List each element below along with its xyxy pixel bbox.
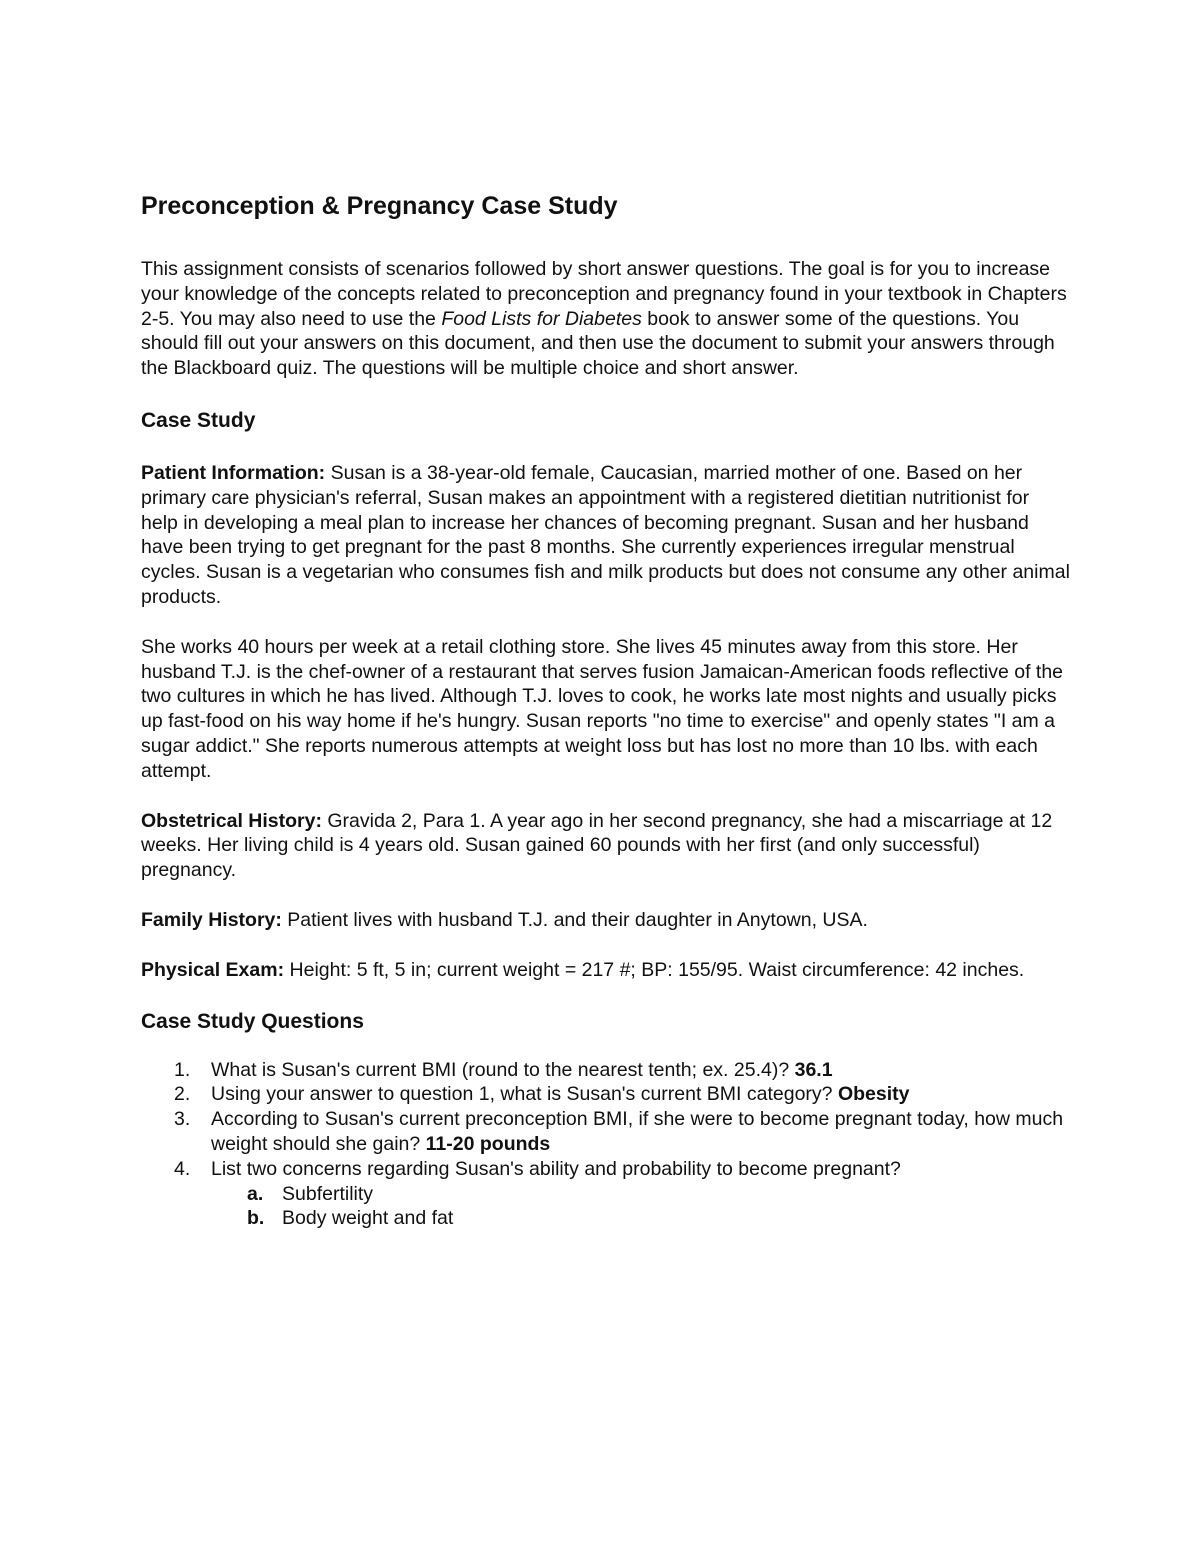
question-number: 1. — [174, 1058, 191, 1081]
patient-information-text: Susan is a 38-year-old female, Caucasian, married mother of one. Based on her primary care physician's referral, Susan makes an appointment with a registered dietitian nutritionist for help in developing a meal plan to increase her chances of becoming pregnant. Susan and her husband have been trying to get pregnant for the past 8 months. She currently experiences irregular menstrual cycles. Susan is a vegetarian who consumes fish and milk products but does not consume any other animal products. — [141, 461, 1070, 608]
work-lifestyle-paragraph: She works 40 hours per week at a retail clothing store. She lives 45 minutes away from this store. Her husband T.J. is the chef-owner of a restaurant that serves fusion Jamaican-American foods reflective of the two cultures in which he has lived. Although T.J. loves to cook, he works late most nights and usually picks up fast-food on his way home if he's hungry. Susan reports "no time to exercise" and openly states "I am a sugar addict." She reports numerous attempts at weight loss but has lost no more than 10 lbs. with each attempt. — [141, 635, 1064, 782]
questions-list — [141, 1058, 1071, 1232]
question-text: What is Susan's current BMI (round to the nearest tenth; ex. 25.4)? — [211, 1058, 795, 1081]
question-item-2 — [141, 1082, 1071, 1107]
intro-text-part1: This assignment consists of scenarios followed by short answer questions. The goal is for you to increase your knowledge of the concepts related to preconception and pregnancy found in your textbook in Chapters 2-5. You may also need to use the — [141, 258, 1067, 330]
family-history-text: Patient lives with husband T.J. and their daughter in Anytown, USA. — [281, 908, 868, 931]
patient-information-paragraph — [141, 461, 1071, 610]
document-title: Preconception & Pregnancy Case Study — [141, 192, 618, 220]
family-history-paragraph — [141, 908, 1071, 933]
intro-book-title: Food Lists for Diabetes — [441, 307, 642, 330]
physical-exam-label: Physical Exam: — [141, 958, 285, 981]
question-item-4 — [141, 1157, 1071, 1231]
question-answer: Obesity — [837, 1083, 910, 1106]
physical-exam-paragraph — [141, 958, 1071, 983]
question-item-3 — [141, 1107, 1071, 1157]
question-item-1 — [141, 1058, 1071, 1083]
question-number: 3. — [174, 1108, 191, 1131]
patient-information-label: Patient Information: — [141, 461, 326, 484]
case-study-heading: Case Study — [141, 408, 256, 432]
question-text: List two concerns regarding Susan's ability and probability to become pregnant? — [211, 1157, 901, 1180]
obstetrical-history-paragraph — [141, 809, 1071, 883]
obstetrical-history-label: Obstetrical History: — [141, 809, 322, 832]
physical-exam-text: Height: 5 ft, 5 in; current weight = 217 #; BP: 155/95. Waist circumference: 42 inches. — [284, 958, 1025, 981]
case-study-questions-heading: Case Study Questions — [141, 1009, 364, 1033]
subitem-text: Body weight and fat — [282, 1207, 454, 1230]
intro-paragraph — [141, 257, 1071, 381]
subitem-b — [211, 1206, 1071, 1231]
subitem-text: Subfertility — [282, 1182, 374, 1205]
subitem-letter: a. — [247, 1182, 264, 1205]
document-page — [141, 189, 1071, 1231]
question-text: According to Susan's current preconception BMI, if she were to become pregnant today, how much weight should she gain? — [211, 1108, 1064, 1155]
question-text: Using your answer to question 1, what is Susan's current BMI category? — [211, 1083, 838, 1106]
subitem-letter: b. — [247, 1207, 265, 1230]
family-history-label: Family History: — [141, 908, 282, 931]
obstetrical-history-text: Gravida 2, Para 1. A year ago in her second pregnancy, she had a miscarriage at 12 weeks. Her living child is 4 years old. Susan gained 60 pounds with her first (and only successful) pregnancy. — [141, 809, 1053, 882]
question-4-subitems — [211, 1182, 1071, 1232]
question-number: 2. — [174, 1083, 191, 1106]
subitem-a — [211, 1182, 1071, 1207]
question-answer: 11-20 pounds — [425, 1132, 551, 1155]
question-answer: 36.1 — [794, 1058, 833, 1081]
intro-text-part2: book to answer some of the questions. You should fill out your answers on this document, and then use the document to submit your answers through the Blackboard quiz. The questions will be multiple choice and short answer. — [141, 307, 1055, 380]
question-number: 4. — [174, 1157, 191, 1180]
